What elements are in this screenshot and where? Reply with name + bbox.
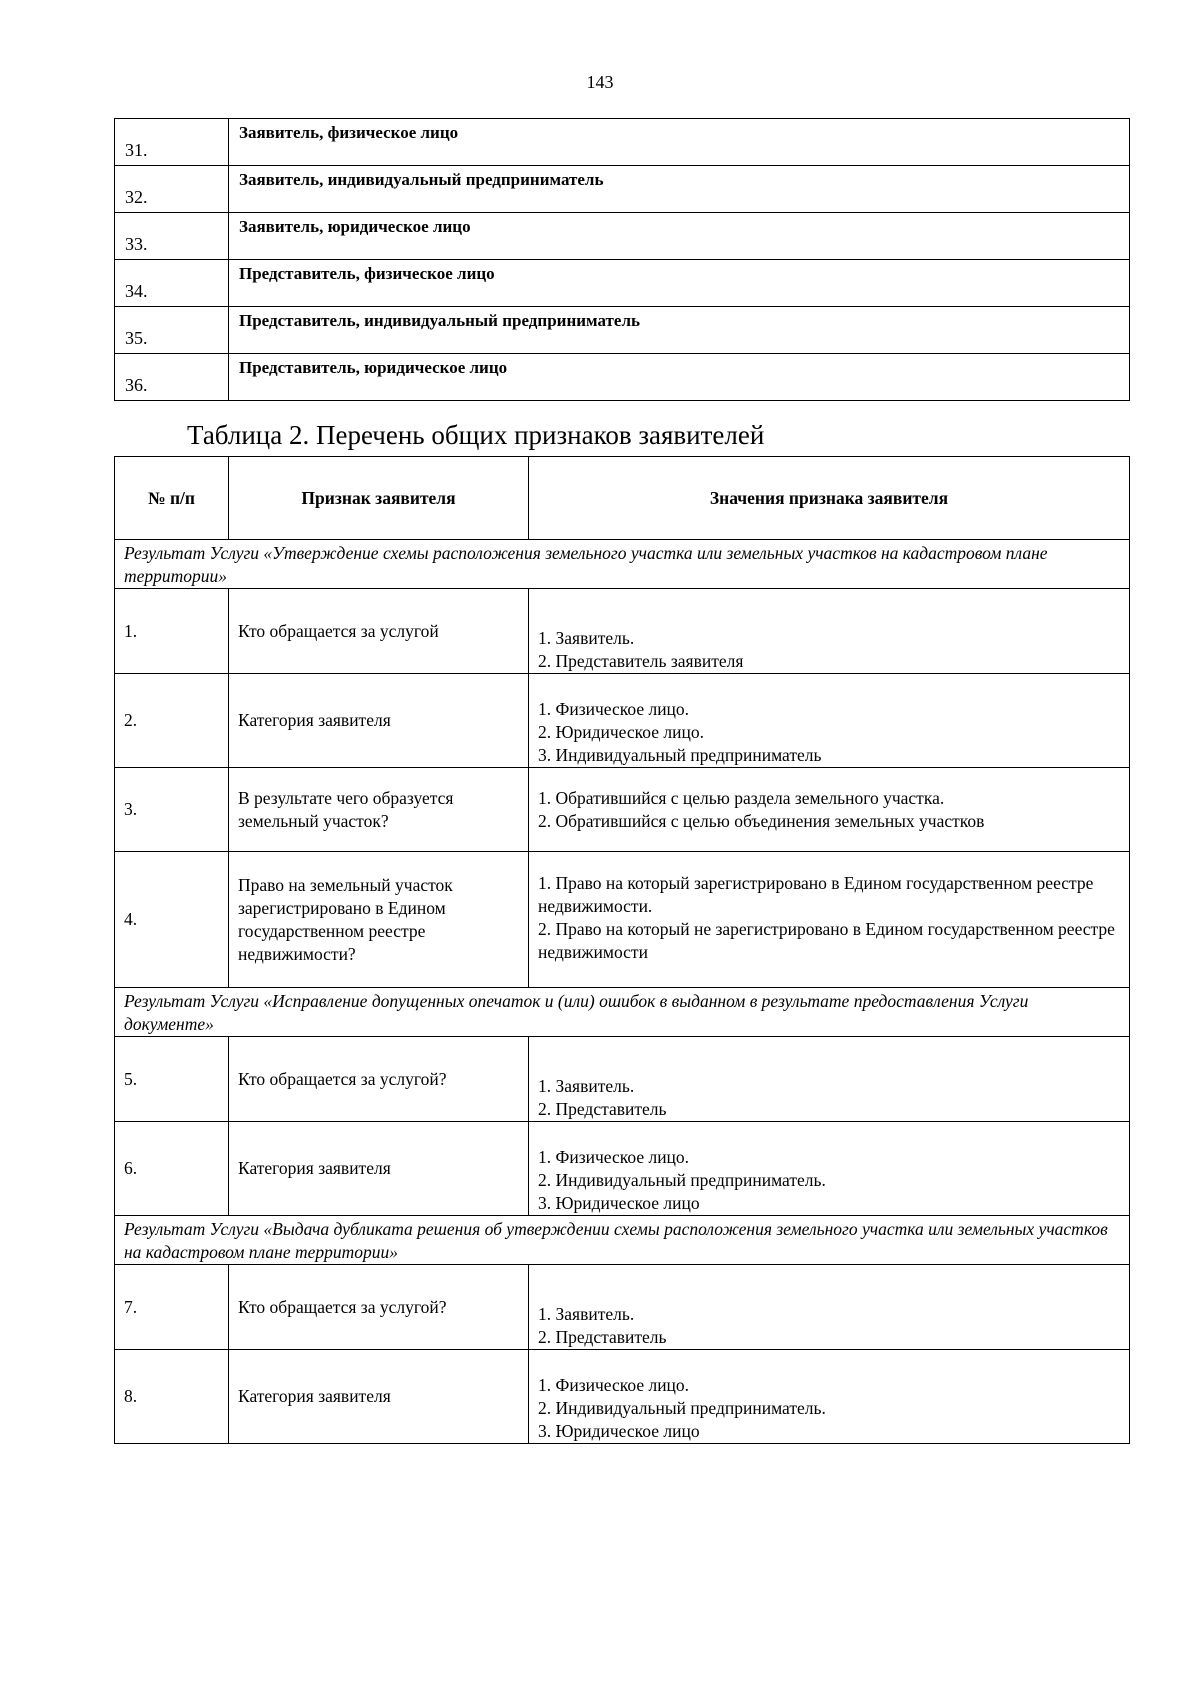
- value-line: 1. Заявитель.: [538, 1304, 635, 1324]
- value-line: 2. Представитель: [538, 1327, 667, 1347]
- row-values: [529, 1122, 1130, 1216]
- section-row: [115, 1216, 1130, 1265]
- table-row: [115, 852, 1130, 988]
- row-number: 6.: [115, 1122, 229, 1216]
- row-text: Заявитель, физическое лицо: [229, 119, 1130, 166]
- table-row: [115, 166, 1130, 213]
- section-row: [115, 540, 1130, 589]
- table-row: [115, 768, 1130, 852]
- row-number: 33.: [115, 213, 229, 260]
- value-line: 1. Заявитель.: [538, 1076, 635, 1096]
- value-line: 3. Юридическое лицо: [538, 1193, 700, 1213]
- section-row: [115, 988, 1130, 1037]
- header-sign: Признак заявителя: [229, 457, 529, 540]
- row-sign: Категория заявителя: [229, 674, 529, 768]
- value-line: 1. Физическое лицо.: [538, 1147, 690, 1167]
- row-number: 5.: [115, 1037, 229, 1122]
- row-number: 34.: [115, 260, 229, 307]
- value-line: 2. Индивидуальный предприниматель.: [538, 1170, 826, 1190]
- section-title: Результат Услуги «Исправление допущенных опечаток и (или) ошибок в выданном в результате предоставления Услуги документе»: [115, 988, 1130, 1037]
- row-sign: Кто обращается за услугой?: [229, 1265, 529, 1350]
- row-number: 8.: [115, 1350, 229, 1444]
- table-row: [115, 1265, 1130, 1350]
- row-values: [529, 1265, 1130, 1350]
- row-values: [529, 674, 1130, 768]
- row-number: 31.: [115, 119, 229, 166]
- row-sign: Кто обращается за услугой: [229, 589, 529, 674]
- table-row: [115, 1350, 1130, 1444]
- row-number: 36.: [115, 354, 229, 401]
- row-values: [529, 1037, 1130, 1122]
- value-line: 1. Обратившийся с целью раздела земельного участка.: [538, 787, 945, 808]
- value-line: 2. Представитель: [538, 1099, 667, 1119]
- row-number: 4.: [115, 852, 229, 988]
- value-line: 1. Физическое лицо.: [538, 1375, 690, 1395]
- row-text: Представитель, физическое лицо: [229, 260, 1130, 307]
- table-caption: Таблица 2. Перечень общих признаков заявителей: [187, 420, 765, 450]
- page-number: 143: [586, 72, 614, 92]
- value-line: 2. Юридическое лицо.: [538, 722, 704, 742]
- row-number: 7.: [115, 1265, 229, 1350]
- header-row: [115, 457, 1130, 540]
- value-line: 2. Обратившийся с целью объединения земельных участков: [538, 810, 985, 831]
- table-row: [115, 1037, 1130, 1122]
- row-number: 2.: [115, 674, 229, 768]
- table-row: [115, 1122, 1130, 1216]
- value-line: 1. Право на который зарегистрировано в Едином государственном реестре недвижимости.: [538, 873, 1094, 916]
- row-sign: Категория заявителя: [229, 1350, 529, 1444]
- row-values: [529, 768, 1130, 852]
- table-row: [115, 674, 1130, 768]
- row-sign: Право на земельный участок зарегистрировано в Едином государственном реестре недвижимости?: [229, 852, 529, 988]
- row-number: 3.: [115, 768, 229, 852]
- table-row: [115, 260, 1130, 307]
- table-row: [115, 119, 1130, 166]
- header-values: Значения признака заявителя: [529, 457, 1130, 540]
- value-line: 2. Право на который не зарегистрировано в Едином государственном реестре недвижимости: [538, 919, 1115, 962]
- value-line: 3. Индивидуальный предприниматель: [538, 745, 822, 765]
- applicant-variants-table: [114, 118, 1130, 401]
- row-text: Представитель, индивидуальный предприниматель: [229, 307, 1130, 354]
- row-sign: Категория заявителя: [229, 1122, 529, 1216]
- value-line: 3. Юридическое лицо: [538, 1421, 700, 1441]
- table-row: [115, 307, 1130, 354]
- row-number: 1.: [115, 589, 229, 674]
- row-values: [529, 852, 1130, 988]
- row-sign: Кто обращается за услугой?: [229, 1037, 529, 1122]
- value-line: 2. Представитель заявителя: [538, 651, 744, 671]
- value-line: 2. Индивидуальный предприниматель.: [538, 1398, 826, 1418]
- applicant-attributes-table: [114, 456, 1130, 1444]
- section-title: Результат Услуги «Выдача дубликата решения об утверждении схемы расположения земельного участка или земельных участков на кадастровом плане территории»: [115, 1216, 1130, 1265]
- table-row: [115, 589, 1130, 674]
- table-row: [115, 213, 1130, 260]
- value-line: 1. Физическое лицо.: [538, 699, 690, 719]
- row-text: Представитель, юридическое лицо: [229, 354, 1130, 401]
- value-line: 1. Заявитель.: [538, 628, 635, 648]
- row-number: 35.: [115, 307, 229, 354]
- row-values: [529, 1350, 1130, 1444]
- row-values: [529, 589, 1130, 674]
- row-sign: В результате чего образуется земельный участок?: [229, 768, 529, 852]
- header-num: № п/п: [115, 457, 229, 540]
- section-title: Результат Услуги «Утверждение схемы расположения земельного участка или земельных участков на кадастровом плане территории»: [115, 540, 1130, 589]
- table-row: [115, 354, 1130, 401]
- row-text: Заявитель, юридическое лицо: [229, 213, 1130, 260]
- row-text: Заявитель, индивидуальный предприниматель: [229, 166, 1130, 213]
- row-number: 32.: [115, 166, 229, 213]
